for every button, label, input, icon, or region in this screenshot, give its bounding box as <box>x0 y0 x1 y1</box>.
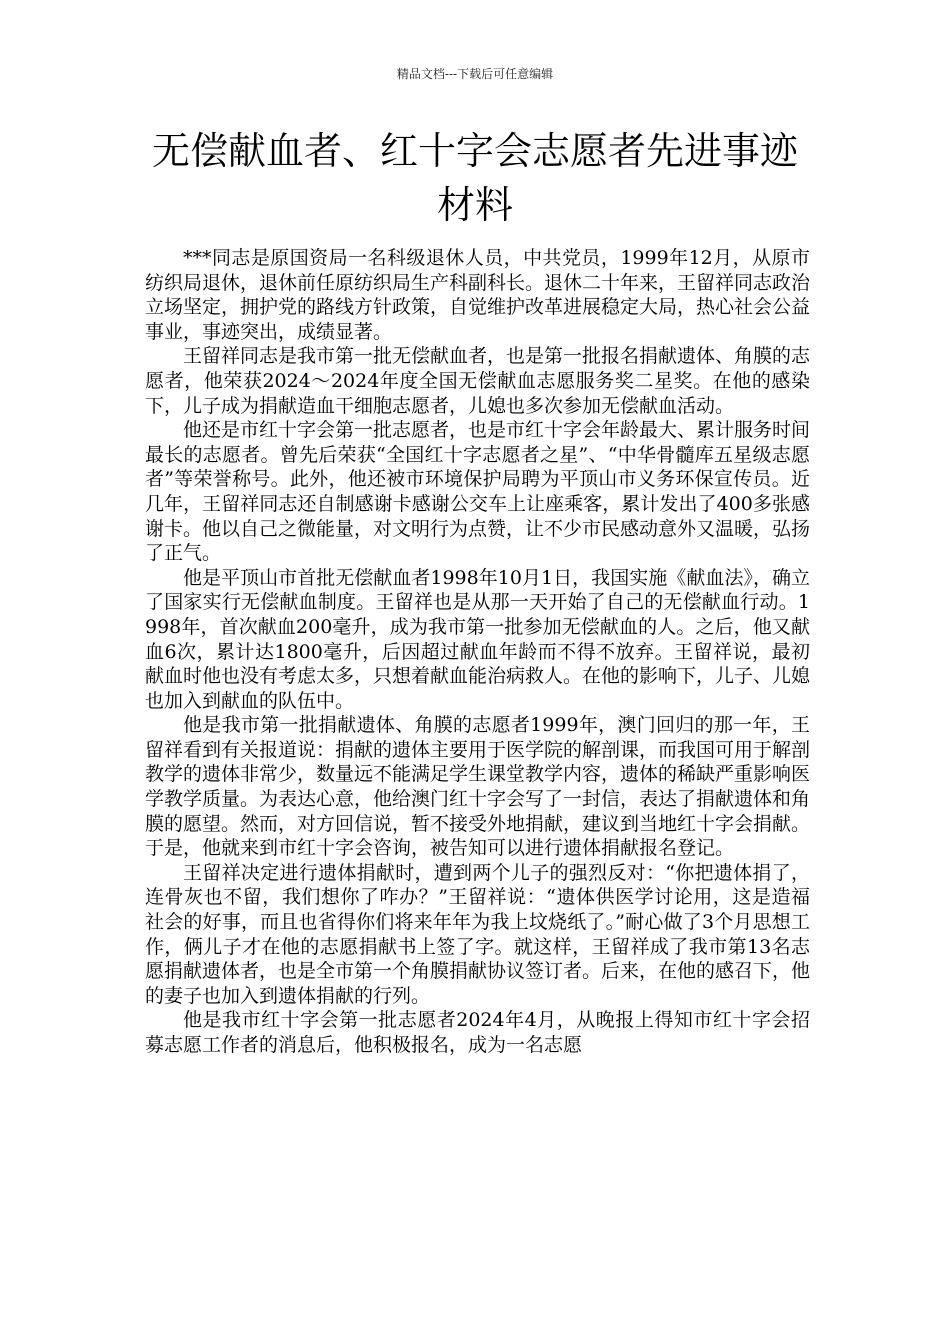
paragraph: 他是平顶山市首批无偿献血者1998年10月1日，我国实施《献血法》，确立了国家实行无偿献血制度。王留祥也是从那一天开始了自己的无偿献血行动。1998年，首次献血200毫升，成为我市第一批参加无偿献血的人。之后，他又献血6次，累计达1800毫升，后因超过献血年龄而不得不放弃。王留祥说，最初献血时他也没有考虑太多，只想着献血能治病救人。在他的影响下，儿子、儿媳也加入到献血的队伍中。 <box>145 566 811 712</box>
paragraph: 王留祥同志是我市第一批无偿献血者，也是第一批报名捐献遗体、角膜的志愿者，他荣获2024～2024年度全国无偿献血志愿服务奖二星奖。在他的感染下，儿子成为捐献造血干细胞志愿者，儿媳也多次参加无偿献血活动。 <box>145 345 811 417</box>
paragraph: 王留祥决定进行遗体捐献时，遭到两个儿子的强烈反对：“你把遗体捐了，连骨灰也不留，我们想你了咋办？”王留祥说：“遗体供医学讨论用，这是造福社会的好事，而且也省得你们将来年年为我上坟烧纸了。”耐心做了3个月思想工作，俩儿子才在他的志愿捐献书上签了字。就这样，王留祥成了我市第13名志愿捐献遗体者，也是全市第一个角膜捐献协议签订者。后来，在他的感召下，他的妻子也加入到遗体捐献的行列。 <box>145 861 811 1007</box>
paragraph: 他是我市红十字会第一批志愿者2024年4月，从晚报上得知市红十字会招募志愿工作者的消息后，他积极报名，成为一名志愿 <box>145 1009 810 1056</box>
paragraph: 他是我市第一批捐献遗体、角膜的志愿者1999年，澳门回归的那一年，王留祥看到有关报道说：捐献的遗体主要用于医学院的解剖课，而我国可用于解剖教学的遗体非常少，数量远不能满足学生课堂教学内容，遗体的稀缺严重影响医学教学质量。为表达心意，他给澳门红十字会写了一封信，表达了捐献遗体和角膜的愿望。然而，对方回信说，暂不接受外地捐献，建议到当地红十字会捐献。于是，他就来到市红十字会咨询，被告知可以进行遗体捐献报名登记。 <box>145 714 811 860</box>
document-body <box>145 246 810 1058</box>
header-note: 精品文档---下载后可任意编辑 <box>396 67 554 81</box>
document-title: 无偿献血者、红十字会志愿者先进事迹材料 <box>151 129 798 227</box>
paragraph: 他还是市红十字会第一批志愿者，也是市红十字会年龄最大、累计服务时间最长的志愿者。曾先后荣获“全国红十字志愿者之星”、“中华骨髓库五星级志愿者”等荣誉称号。此外，他还被市环境保护局聘为平顶山市义务环保宣传员。近几年，王留祥同志还自制感谢卡感谢公交车上让座乘客，累计发出了400多张感谢卡。他以自己之微能量，对文明行为点赞，让不少市民感动意外又温暖，弘扬了正气。 <box>145 419 811 565</box>
paragraph: ***同志是原国资局一名科级退休人员，中共党员，1999年12月，从原市纺织局退休，退休前任原纺织局生产科副科长。退休二十年来，王留祥同志政治立场坚定，拥护党的路线方针政策，自觉维护改革进展稳定大局，热心社会公益事业，事迹突出，成绩显著。 <box>145 247 811 343</box>
